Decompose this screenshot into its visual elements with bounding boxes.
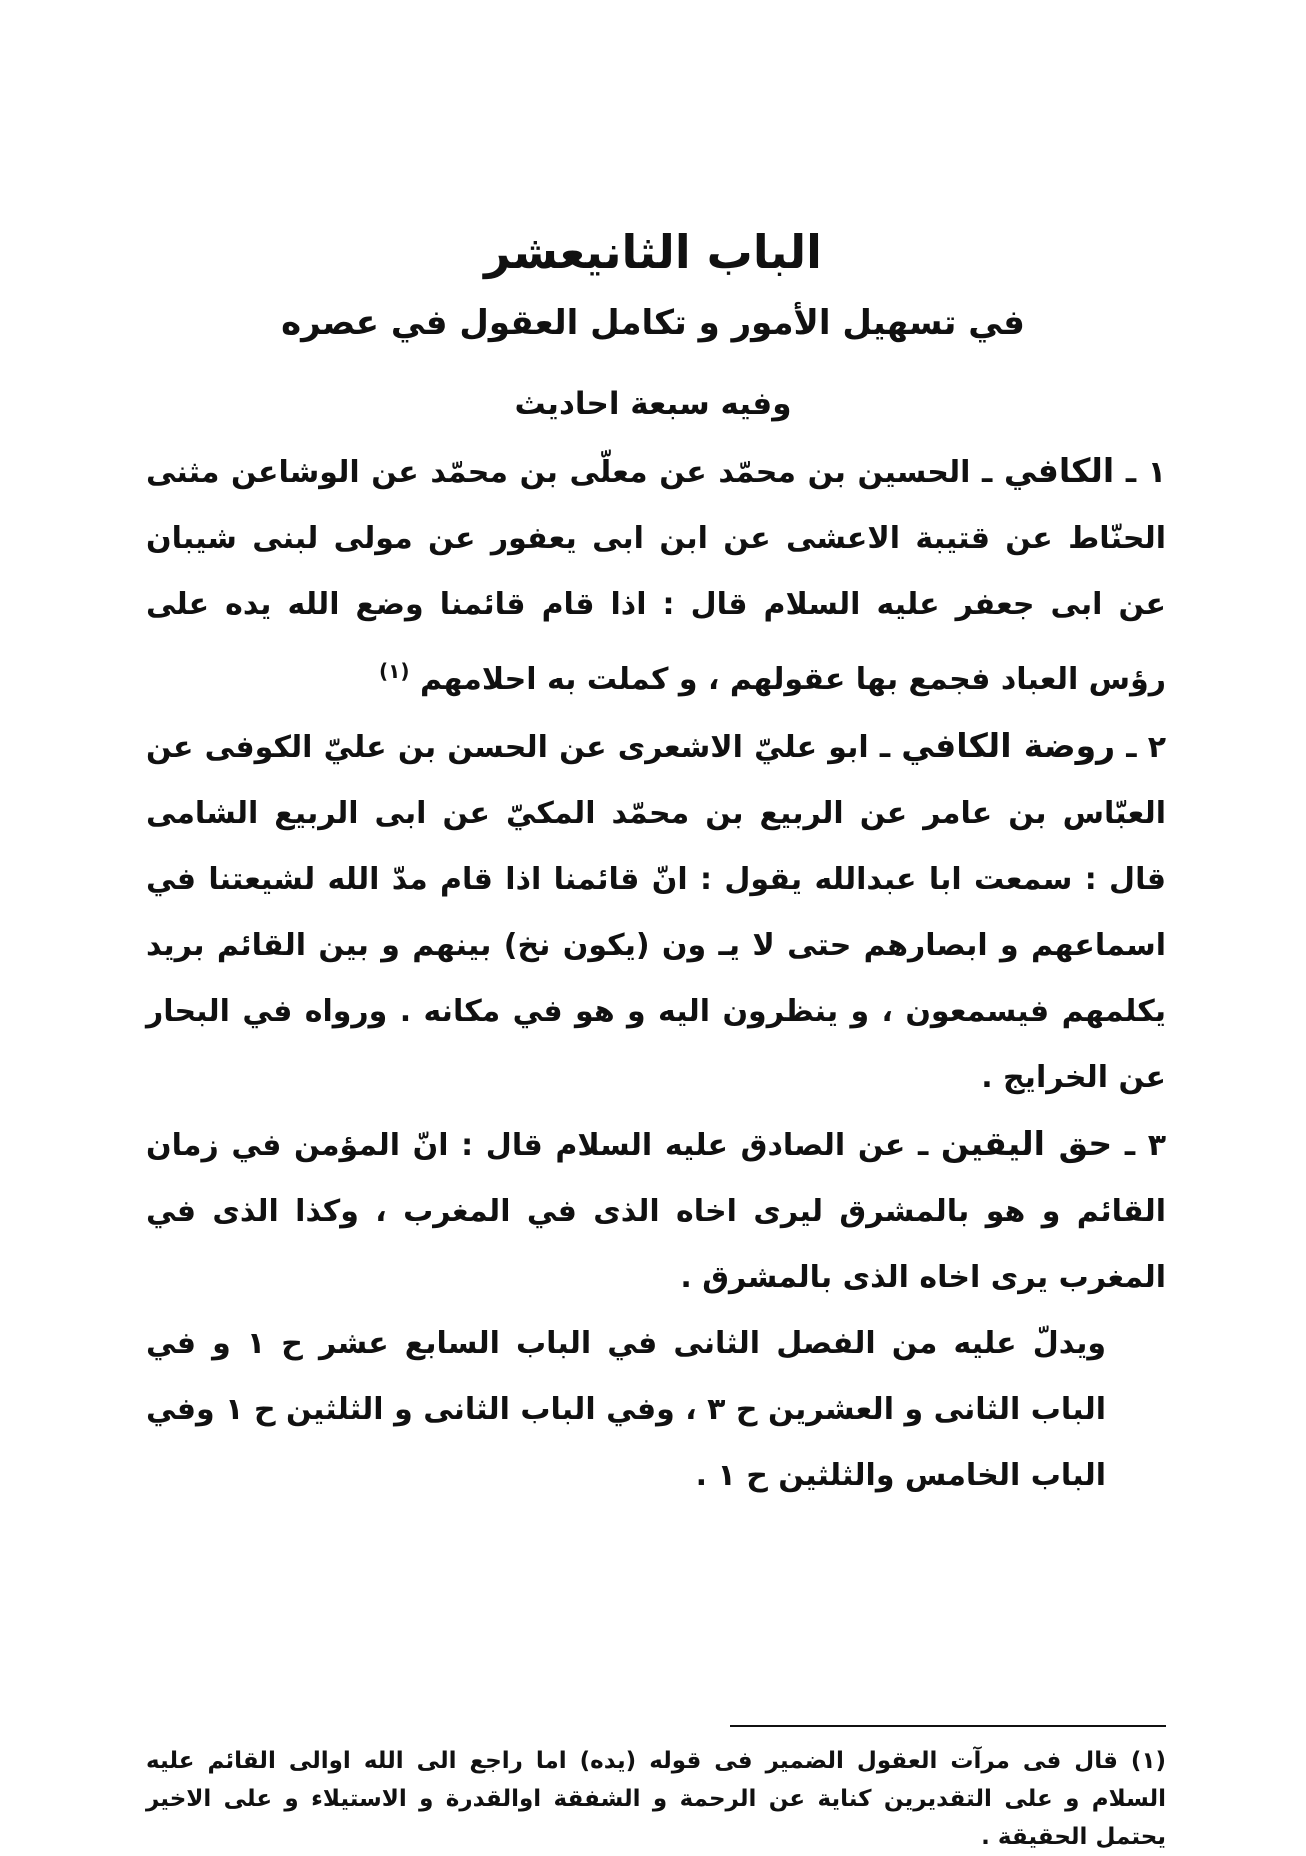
- hadith-number: ٢ ـ: [1126, 730, 1166, 765]
- hadith-text: ـ ابو عليّ الاشعرى عن الحسن بن عليّ الكوفى عن العبّاس بن عامر عن الربيع بن محمّد المكيّ عن ابى الربيع الشامى قال : سمعت ابا عبدالله يقول : انّ قائمنا اذا قام مدّ الله لشيعتنا في اسماعهم و ابصارهم حتى لا يـ ون (يكون نخ) بينهم و بين القائم بريد يكلمهم فيسمعون ، و ينظرون اليه و هو في مكانه . ورواه في البحار عن الخرايج .: [146, 730, 1166, 1095]
- footnote-divider: [730, 1725, 1166, 1727]
- hadith-1: [146, 438, 1166, 713]
- hadith-3: [146, 1111, 1166, 1311]
- hadith-number: ١ ـ: [1125, 455, 1166, 490]
- cross-reference: ويدلّ عليه من الفصل الثانى في الباب السابع عشر ح ١ و في الباب الثانى و العشرين ح ٣ ، وفي الباب الثانى و الثلثين ح ١ وفي الباب الخامس والثلثين ح ١ .: [146, 1326, 1107, 1493]
- body-text: [146, 438, 1166, 1509]
- footnote-reference: (١): [379, 659, 410, 683]
- footnote: (١) قال فى مرآت العقول الضمير فى قوله (يده) اما راجع الى الله اوالى القائم عليه السلام و على التقديرين كناية عن الرحمة و الشفقة اوالقدرة و الاستيلاء و على الاخير يحتمل الحقيقة .: [146, 1748, 1166, 1850]
- hadith-number: ٣ ـ: [1124, 1128, 1167, 1163]
- hadith-count: وفيه سبعة احاديث: [514, 386, 792, 422]
- chapter-subtitle: في تسهيل الأمور و تكامل العقول في عصره: [281, 303, 1025, 343]
- chapter-title: الباب الثانيعشر: [484, 225, 822, 279]
- hadith-source: روضة الكافي: [901, 726, 1116, 765]
- hadith-text: ـ الحسين بن محمّد عن معلّى بن محمّد عن الوشاعن مثنى الحنّاط عن قتيبة الاعشى عن ابن ابى يعفور عن مولى لبنى شيبان عن ابى جعفر عليه السلام قال : اذا قام قائمنا وضع الله يده على رؤس العباد فجمع بها عقولهم ، و كملت به احلامهم: [146, 455, 1166, 697]
- hadith-source: الكافي: [1003, 451, 1115, 490]
- hadith-text: ـ عن الصادق عليه السلام قال : انّ المؤمن في زمان القائم و هو بالمشرق ليرى اخاه الذى في المغرب ، وكذا الذى في المغرب يرى اخاه الذى بالمشرق .: [146, 1128, 1166, 1295]
- hadith-2: [146, 713, 1166, 1111]
- hadith-source: حق اليقين: [940, 1124, 1113, 1163]
